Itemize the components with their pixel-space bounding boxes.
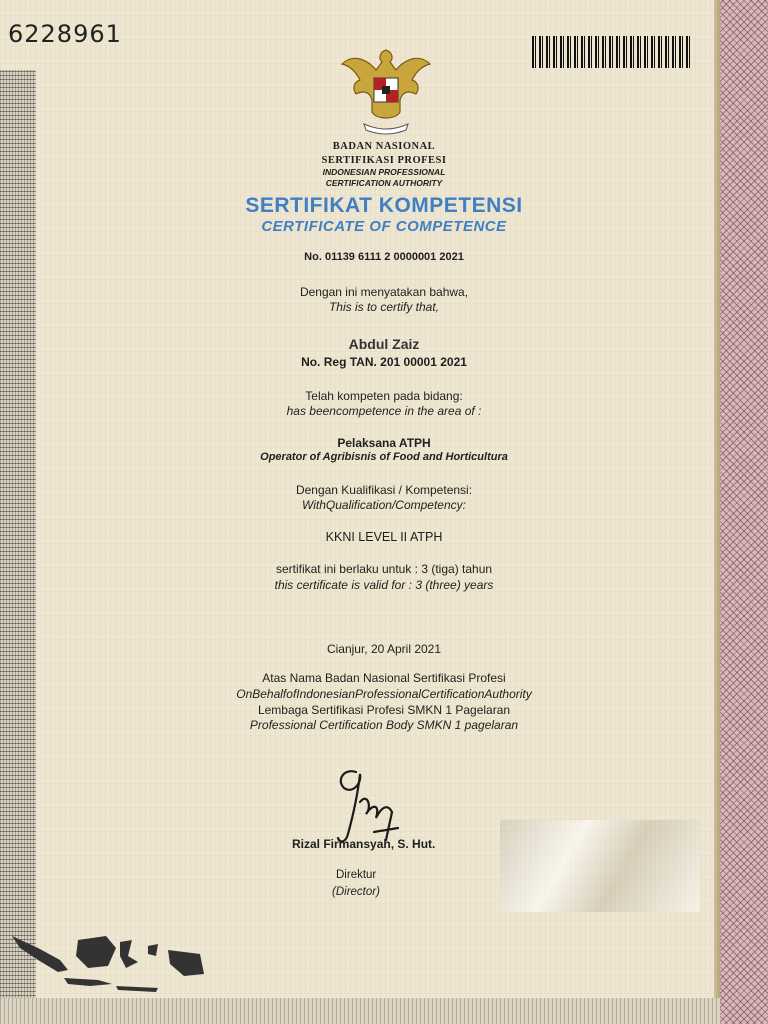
certify-statement-en: This is to certify that,: [328, 300, 440, 314]
certificate-subtitle: CERTIFICATE OF COMPETENCE: [261, 218, 507, 235]
registration-number: No. Reg TAN. 201 00001 2021: [301, 355, 467, 369]
holder-name: Abdul Zaiz: [348, 336, 420, 352]
qualification-value: KKNI LEVEL II ATPH: [325, 530, 443, 544]
certificate-number: No. 01139 6111 2 0000001 2021: [304, 251, 464, 263]
behalf-id: Atas Nama Badan Nasional Sertifikasi Profesi: [262, 671, 506, 685]
director-title-id: Direktur: [336, 869, 377, 881]
authority-name-id: [0, 140, 768, 168]
certification-body-en: Professional Certification Body SMKN 1 pagelaran: [249, 718, 519, 732]
garuda-emblem-icon: [336, 40, 436, 140]
signature-icon: [326, 762, 406, 848]
serial-number: 6228961: [8, 20, 122, 48]
director-title-en: (Director): [332, 886, 380, 898]
authority-line-1: BADAN NASIONAL: [332, 141, 436, 152]
authority-en-line-2: CERTIFICATION AUTHORITY: [325, 178, 443, 188]
validity-id: sertifikat ini berlaku untuk : 3 (tiga) tahun: [275, 562, 493, 576]
occupation-en: Operator of Agribisnis of Food and Horticultura: [260, 451, 508, 463]
area-label-en: has beencompetence in the area of :: [286, 404, 482, 418]
certificate-title: SERTIFIKAT KOMPETENSI: [245, 194, 523, 217]
authority-en-line-1: INDONESIAN PROFESSIONAL: [322, 167, 446, 177]
behalf-en: OnBehalfofIndonesianProfessionalCertificationAuthority: [236, 687, 532, 701]
qualification-label-id: Dengan Kualifikasi / Kompetensi:: [295, 483, 473, 497]
certify-statement-id: Dengan ini menyatakan bahwa,: [299, 285, 469, 299]
authority-name-en: [0, 167, 768, 189]
qualification-label-en: WithQualification/Competency:: [302, 498, 466, 512]
place-date: Cianjur, 20 April 2021: [326, 642, 442, 656]
authority-line-2: SERTIFIKASI PROFESI: [321, 155, 447, 166]
bottom-guilloche-border: [0, 998, 720, 1024]
director-name: Rizal Firmansyah, S. Hut.: [292, 837, 436, 851]
certification-body-id: Lembaga Sertifikasi Profesi SMKN 1 Pagelaran: [257, 703, 511, 717]
barcode-icon: [532, 36, 692, 68]
occupation-id: Pelaksana ATPH: [337, 436, 431, 450]
area-label-id: Telah kompeten pada bidang:: [305, 389, 463, 403]
validity-en: this certificate is valid for : 3 (three) years: [274, 578, 494, 592]
hologram-icon: [500, 820, 700, 912]
indonesia-map-icon: [8, 926, 208, 996]
